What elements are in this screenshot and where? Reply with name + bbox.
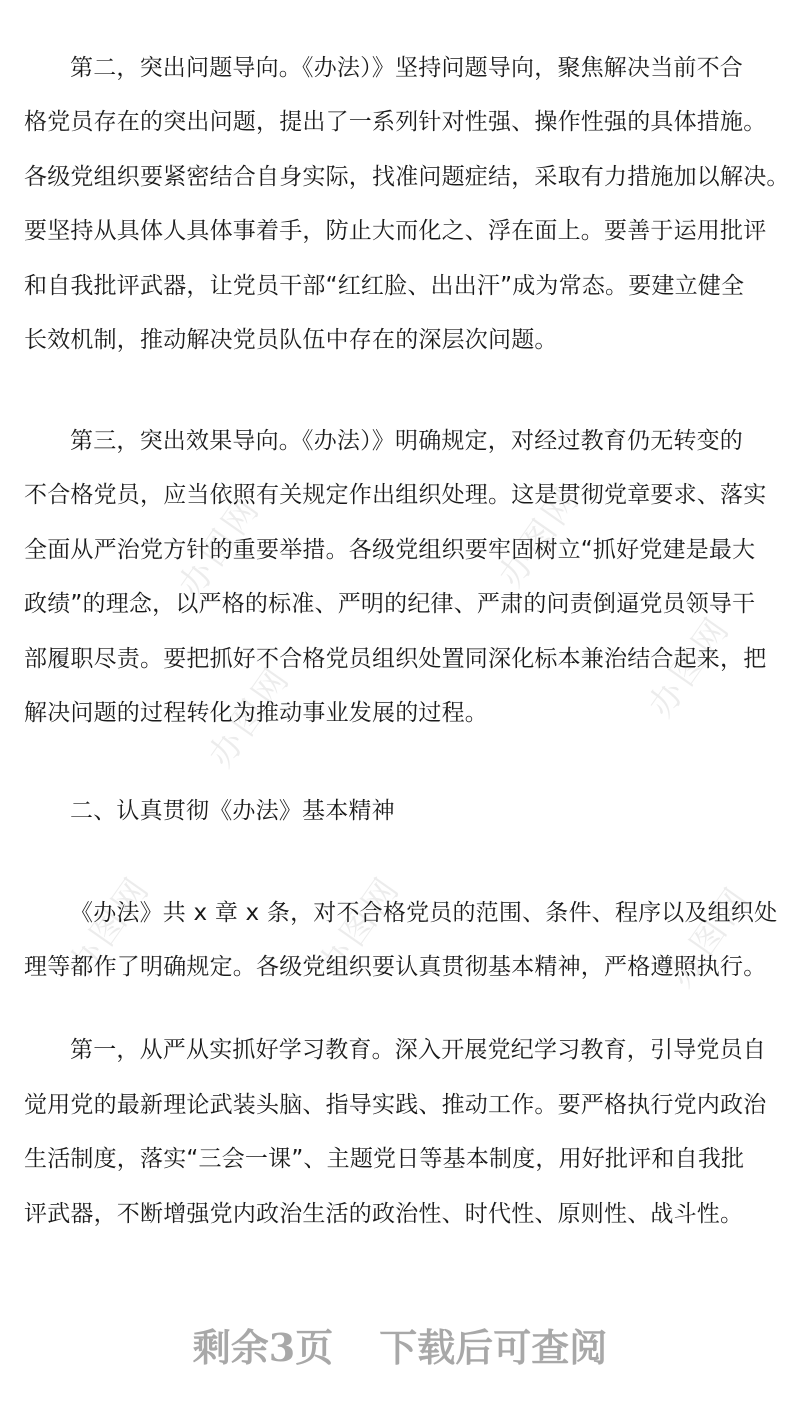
remaining-pages-label: 剩余3页 [192,1325,334,1370]
text-line: 觉用党的最新理论武装头脑、指导实践、推动工作。要严格执行党内政治 [24,1092,767,1118]
text-line: 要坚持从具体人具体事着手，防止大而化之、浮在面上。要善于运用批评 [24,218,767,244]
text-line: 第三，突出效果导向。《办法）》明确规定，对经过教育仍无转变的 [70,428,743,454]
text-line: 格党员存在的突出问题，提出了一系列针对性强、操作性强的具体措施。 [24,109,767,135]
text-line: 解决问题的过程转化为推动事业发展的过程。 [24,700,488,726]
text-line: 和自我批评武器，让党员干部“红红脸、出出汗”成为常态。要建立健全 [24,273,745,299]
watermark: 办图网 [310,868,409,985]
watermark: 办图网 [640,608,739,725]
text-line: 评武器，不断增强党内政治生活的政治性、时代性、原则性、战斗性。 [24,1201,744,1227]
download-hint-label: 下载后可查阅 [379,1325,608,1370]
text-line: 第一，从严从实抓好学习教育。深入开展党纪学习教育，引导党员自 [70,1037,766,1063]
text-line: 各级党组织要紧密结合自身实际，找准问题症结，采取有力措施加以解决。 [24,164,790,190]
text-line: 第二，突出问题导向。《办法）》坚持问题导向，聚焦解决当前不合 [70,55,743,81]
text-line: 《办法》共 x 章 x 条，对不合格党员的范围、条件、程序以及组织处 [70,900,778,926]
text-line: 全面从严治党方针的重要举措。各级党组织要牢固树立“抓好党建是最大 [24,537,756,563]
text-line: 生活制度，落实“三会一课”、主题党日等基本制度，用好批评和自我批 [24,1146,745,1172]
watermark: 办图网 [490,478,589,595]
watermark: 办图网 [60,868,159,985]
watermark: 办图网 [170,488,269,605]
text-line: 不合格党员，应当依照有关规定作出组织处理。这是贯彻党章要求、落实 [24,482,767,508]
text-line: 理等都作了明确规定。各级党组织要认真贯彻基本精神，严格遵照执行。 [24,954,767,980]
watermark: 办图网 [200,658,299,775]
download-prompt[interactable] [0,1322,800,1374]
text-line: 政绩”的理念，以严格的标准、严明的纪律、严肃的问责倒逼党员领导干 [24,591,756,617]
heading-text: 二、认真贯彻《办法》基本精神 [70,798,395,824]
text-line: 部履职尽责。要把抓好不合格党员组织处置同深化标本兼治结合起来，把 [24,646,767,672]
watermark: 办图网 [660,878,759,995]
text-line: 长效机制，推动解决党员队伍中存在的深层次问题。 [24,327,558,353]
